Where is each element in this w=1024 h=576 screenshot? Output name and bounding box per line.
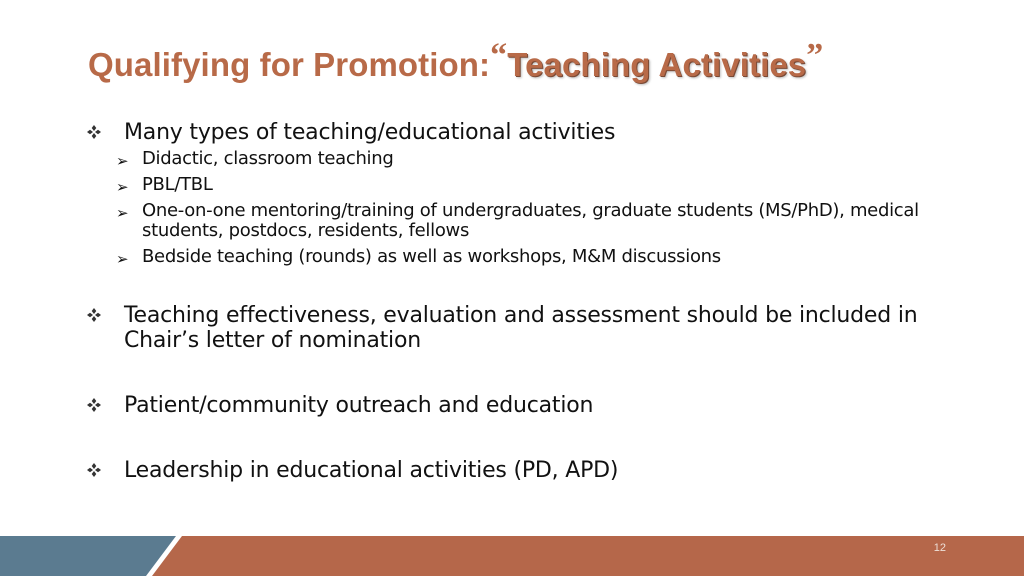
bullet-item-leadership [86,458,986,483]
footer-graphic [0,536,1024,576]
bullet-text: Leadership in educational activities (PD, APD) [124,458,619,483]
bullet-item-teaching-types [86,120,986,145]
sub-bullet-item [86,175,986,195]
diamond-cluster-bullet-icon [86,462,102,478]
slide-title [88,37,824,85]
bullet-text: Patient/community outreach and education [124,393,594,418]
sub-bullet-text: Bedside teaching (rounds) as well as workshops, M&M discussions [142,246,721,267]
sub-bullet-item [86,247,986,267]
sub-bullet-text: PBL/TBL [142,174,213,195]
sub-bullet-item [86,201,982,241]
sub-bullet-text: Didactic, classroom teaching [142,148,394,169]
page-number: 12 [933,542,946,554]
title-highlight: Teaching Activities [507,46,807,83]
footer-orange-band [152,536,1024,576]
diamond-cluster-bullet-icon [86,307,102,323]
bullet-list [86,120,986,483]
bullet-text: Many types of teaching/educational activities [124,120,616,145]
sub-bullet-item [86,149,986,169]
title-prefix: Qualifying for Promotion: [88,46,491,83]
bullet-item-outreach [86,393,986,418]
arrowhead-bullet-icon: ➢ [116,204,129,222]
sub-bullet-list [86,149,986,267]
footer-blue-band [0,536,176,576]
sub-bullet-text: One-on-one mentoring/training of undergraduates, graduate students (MS/PhD), medical students, postdocs, residents, fellows [142,200,919,241]
diamond-cluster-bullet-icon [86,397,102,413]
title-close-quote: ” [806,37,824,74]
arrowhead-bullet-icon: ➢ [116,250,129,268]
arrowhead-bullet-icon: ➢ [116,152,129,170]
bullet-item-teaching-effectiveness [86,303,954,353]
diamond-cluster-bullet-icon [86,124,102,140]
bullet-text: Teaching effectiveness, evaluation and assessment should be included in Chair’s letter of nomination [124,303,918,353]
title-open-quote: “ [490,37,508,74]
arrowhead-bullet-icon: ➢ [116,178,129,196]
footer-band [0,536,1024,576]
